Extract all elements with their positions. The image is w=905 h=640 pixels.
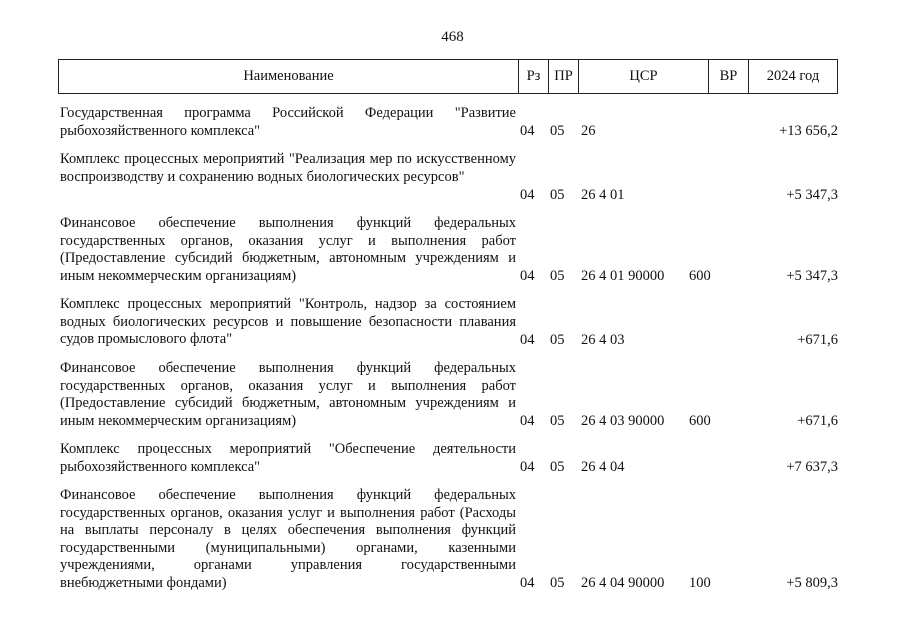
table-row: [58, 151, 838, 205]
row-rz: 04: [520, 332, 535, 349]
header-vr: ВР: [709, 60, 749, 93]
row-name: Государственная программа Российской Федерации "Развитие рыбохозяйственного комплекса": [60, 105, 516, 139]
row-rz: 04: [520, 268, 535, 285]
row-rz: 04: [520, 575, 535, 592]
row-name: Комплекс процессных мероприятий "Реализация мер по искусственному воспроизводству и сохранению водных биологических ресурсов": [60, 151, 516, 185]
row-csr: 26 4 04 90000: [581, 575, 665, 592]
row-amount: +5 809,3: [786, 575, 838, 592]
row-name: Финансовое обеспечение выполнения функций федеральных государственных органов, оказания услуг и выполнения работ (Расходы на выплаты персоналу в целях обеспечения выполнения функций государственными (муниципальными) органами, казенными учреждениями, органами управления государственными внебюджетными фондами): [60, 487, 516, 591]
row-csr: 26 4 01: [581, 187, 625, 204]
page-number: 468: [441, 29, 464, 45]
row-pr: 05: [550, 123, 565, 140]
row-rz: 04: [520, 187, 535, 204]
row-pr: 05: [550, 459, 565, 476]
row-csr: 26: [581, 123, 596, 140]
row-pr: 05: [550, 268, 565, 285]
row-name: Комплекс процессных мероприятий "Обеспечение деятельности рыбохозяйственного комплекса": [60, 441, 516, 475]
table-row: [58, 215, 838, 286]
table-row: [58, 487, 838, 593]
row-csr: 26 4 01 90000: [581, 268, 665, 285]
row-vr: 600: [689, 413, 711, 430]
header-csr: ЦСР: [579, 60, 709, 93]
row-rz: 04: [520, 123, 535, 140]
row-pr: 05: [550, 575, 565, 592]
row-name: Финансовое обеспечение выполнения функций федеральных государственных органов, оказания услуг и выполнения работ (Предоставление субсидий бюджетным, автономным учреждениям и иным некоммерческим организациям): [60, 360, 516, 429]
row-amount: +7 637,3: [786, 459, 838, 476]
row-amount: +5 347,3: [786, 268, 838, 285]
header-year: 2024 год: [766, 68, 820, 84]
row-vr: 600: [689, 268, 711, 285]
header-pr: ПР: [549, 60, 579, 93]
header-rz: Рз: [519, 60, 549, 93]
row-rz: 04: [520, 413, 535, 430]
table-header: [58, 59, 838, 94]
row-rz: 04: [520, 459, 535, 476]
row-pr: 05: [550, 332, 565, 349]
row-csr: 26 4 03 90000: [581, 413, 665, 430]
row-pr: 05: [550, 187, 565, 204]
table-row: [58, 360, 838, 431]
row-name: Комплекс процессных мероприятий "Контроль, надзор за состоянием водных биологических ресурсов и повышение безопасности плавания судов промыслового флота": [60, 296, 516, 348]
row-csr: 26 4 04: [581, 459, 625, 476]
header-name: Наименование: [59, 60, 519, 93]
row-vr: 100: [689, 575, 711, 592]
row-amount: +13 656,2: [779, 123, 838, 140]
row-name: Финансовое обеспечение выполнения функций федеральных государственных органов, оказания услуг и выполнения работ (Предоставление субсидий бюджетным, автономным учреждениям и иным некоммерческим организациям): [60, 215, 516, 284]
row-pr: 05: [550, 413, 565, 430]
row-amount: +671,6: [797, 332, 838, 349]
table-row: [58, 105, 838, 141]
table-row: [58, 296, 838, 350]
row-amount: +671,6: [797, 413, 838, 430]
table-row: [58, 441, 838, 477]
row-csr: 26 4 03: [581, 332, 625, 349]
row-amount: +5 347,3: [786, 187, 838, 204]
